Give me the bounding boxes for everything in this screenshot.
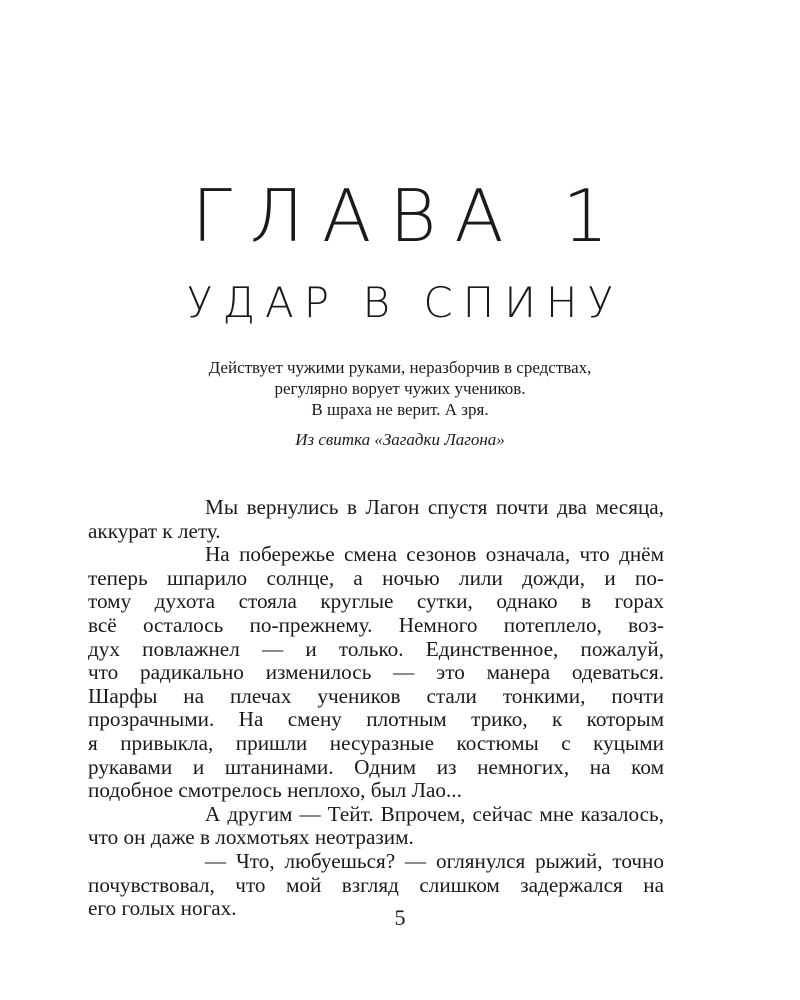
- body-line: [88, 685, 664, 709]
- epigraph-line: Действует чужими руками, неразборчив в средствах,: [208, 358, 592, 377]
- body-line-text: что он даже в лохмотьях неотразим.: [88, 825, 414, 850]
- body-line-text: А другим — Тейт. Впрочем, сейчас мне казалось,: [205, 801, 664, 826]
- body-line: [88, 614, 664, 638]
- body-line-text: Мы вернулись в Лагон спустя почти два месяца,: [205, 495, 664, 519]
- body-line: [198, 543, 664, 567]
- body-line: [88, 590, 664, 614]
- epigraph-line: В шраха не верит. А зря.: [311, 400, 489, 419]
- body-line: [88, 567, 664, 591]
- body-line-text: я привыкла, пришли несуразные костюмы с куцыми: [88, 730, 664, 755]
- body-line-text: его голых ногах.: [88, 896, 237, 921]
- epigraph-line: регулярно ворует чужих учеников.: [274, 379, 526, 398]
- chapter-number: ГЛАВА 1: [191, 174, 627, 258]
- body-line: [88, 779, 664, 803]
- body-line: [88, 732, 664, 756]
- body-line-text: — Что, любуешься? — оглянулся рыжий, точно: [205, 848, 664, 873]
- body-line-text: тому духота стояла круглые сутки, однако в горах: [88, 589, 664, 614]
- body-line-text: подобное смотрелось неплохо, был Лао...: [88, 778, 462, 803]
- body-line: [88, 874, 664, 898]
- body-line-text: аккурат к лету.: [88, 518, 221, 543]
- body-line: [198, 496, 664, 520]
- body-line-text: всё осталось по-прежнему. Немного потеплело, воз-: [88, 612, 664, 637]
- body-line-text: что радикально изменилось — это манера одеваться.: [88, 660, 664, 685]
- epigraph-source: Из свитка «Загадки Лагона»: [295, 430, 505, 449]
- body-line: [198, 850, 664, 874]
- body-line-text: Шарфы на плечах учеников стали тонкими, почти: [88, 683, 664, 708]
- body-line: [88, 520, 664, 544]
- body-line-text: На побережье смена сезонов означала, что днём: [205, 542, 664, 567]
- body-line-text: теперь шпарило солнце, а ночью лили дожди, и по-: [88, 565, 664, 590]
- body-line: [88, 638, 664, 662]
- body-line-text: прозрачными. На смену плотным трико, к которым: [88, 707, 664, 732]
- page-number: 5: [394, 905, 406, 930]
- body-line: [88, 756, 664, 780]
- body-line-text: почувствовал, что мой взгляд слишком задержался на: [88, 872, 664, 897]
- body-line: [88, 708, 664, 732]
- body-line: [198, 803, 664, 827]
- body-line-text: рукавами и штанинами. Одним из немногих, на ком: [88, 754, 664, 779]
- chapter-title: УДАР В СПИНУ: [186, 278, 624, 327]
- body-text: [88, 495, 664, 921]
- epigraph: [0, 357, 800, 450]
- body-line: [88, 661, 664, 685]
- body-line: [88, 826, 664, 850]
- body-line-text: дух повлажнел — и только. Единственное, пожалуй,: [88, 636, 664, 661]
